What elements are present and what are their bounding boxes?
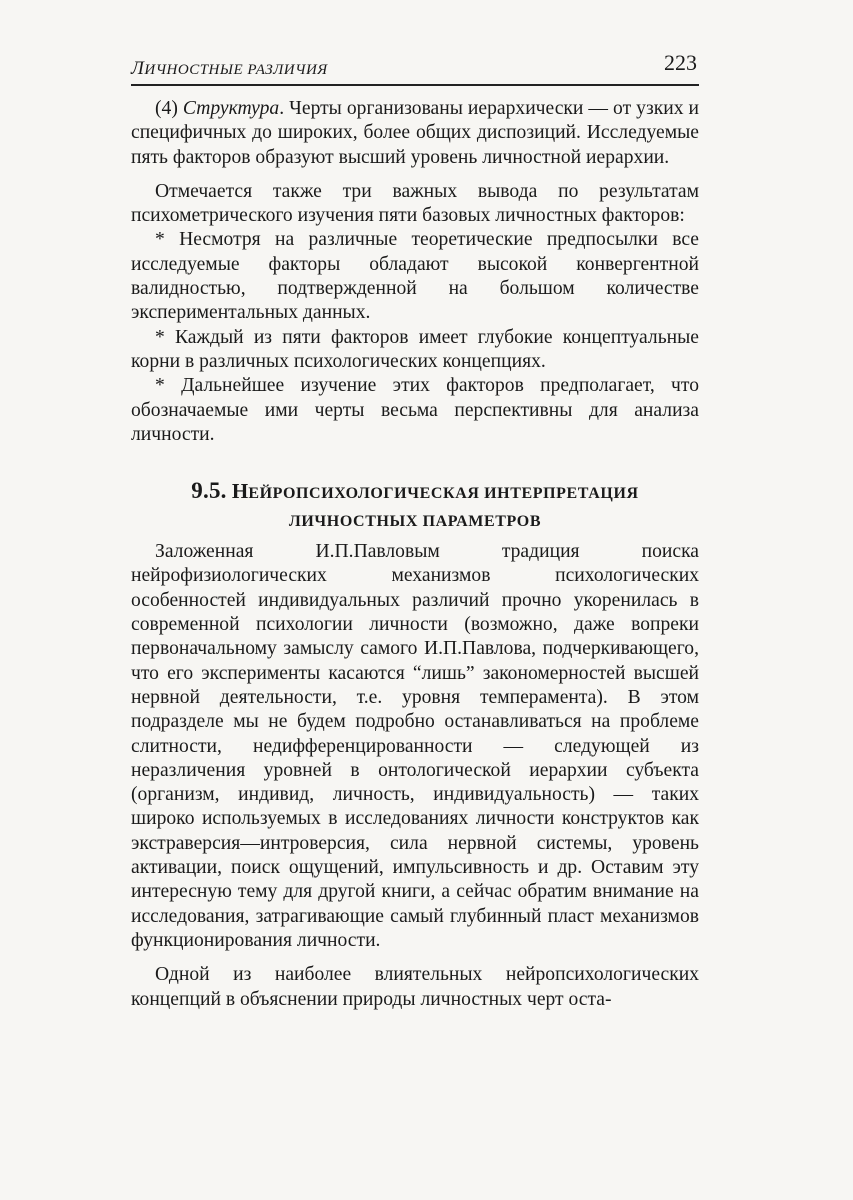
running-head-title-rest: ИЧНОСТНЫЕ РАЗЛИЧИЯ <box>144 62 328 78</box>
intro-paragraph: Отмечается также три важных вывода по результатам психометрического изучения пяти базовых личностных факторов: <box>131 180 699 227</box>
paragraph-structure <box>131 97 699 170</box>
paragraph-label: (4) <box>155 98 183 119</box>
bullet-item: * Каждый из пяти факторов имеет глубокие концептуальные корни в различных психологических концепциях. <box>131 326 699 372</box>
section-paragraph: Заложенная И.П.Павловым традиция поиска нейрофизиологических механизмов психологических особенностей индивидуальных различий прочно укоренилась в современной психологии личности (возможно, даже вопреки первоначальному замыслу самого И.П.Павлова, подчеркивающего, что его эксперименты касаются “лишь” закономерностей высшей нервной деятельности, т.е. уровня темперамента). В этом подразделе мы не будем подробно останавливаться на проблеме слитности, недифференцированности — следующей из неразличения уровней в онтологической иерархии субъекта (организм, индивид, личность, индивидуальность) — таких широко используемых в исследованиях личности конструктов как экстраверсия—интроверсия, сила нервной системы, уровень активации, поиск ощущений, импульсивность и др. Оставим эту интересную тему для другой книги, а сейчас обратим внимание на исследования, затрагивающие самый глубинный пласт механизмов функционирования личности. <box>131 541 699 951</box>
section-title-initial: Н <box>231 479 249 504</box>
page-number: 223 <box>664 50 697 75</box>
section-heading <box>131 477 699 536</box>
section-heading-line-2: ЛИЧНОСТНЫХ ПАРАМЕТРОВ <box>288 513 542 531</box>
section-paragraph: Одной из наиболее влиятельных нейропсихологических концепций в объяснении природы личностных черт оста- <box>131 964 699 1010</box>
bullet-item: * Дальнейшее изучение этих факторов предполагает, что обозначаемые ими черты весьма перспективны для анализа личности. <box>131 375 699 445</box>
body-text <box>131 97 699 1012</box>
bullet-item: * Несмотря на различные теоретические предпосылки все исследуемые факторы обладают высокой конвергентной валидностью, подтвержденной на большом количестве экспериментальных данных. <box>131 229 699 324</box>
running-head <box>131 50 699 86</box>
section-heading-line-1 <box>131 477 699 508</box>
section-number: 9.5. <box>191 478 227 504</box>
running-head-title <box>131 58 328 80</box>
paragraph-text: . Черты организованы иерархически — от узких и специфичных до широких, более общих диспозиций. Исследуемые пять факторов образуют высший уровень личностной иерархии. <box>131 98 699 168</box>
running-head-title-initial: Л <box>131 58 145 79</box>
section-title-rest: ЕЙРОПСИХОЛОГИЧЕСКАЯ ИНТЕРПРЕТАЦИЯ <box>248 485 639 503</box>
paragraph-label-italic: Структура <box>182 98 280 119</box>
